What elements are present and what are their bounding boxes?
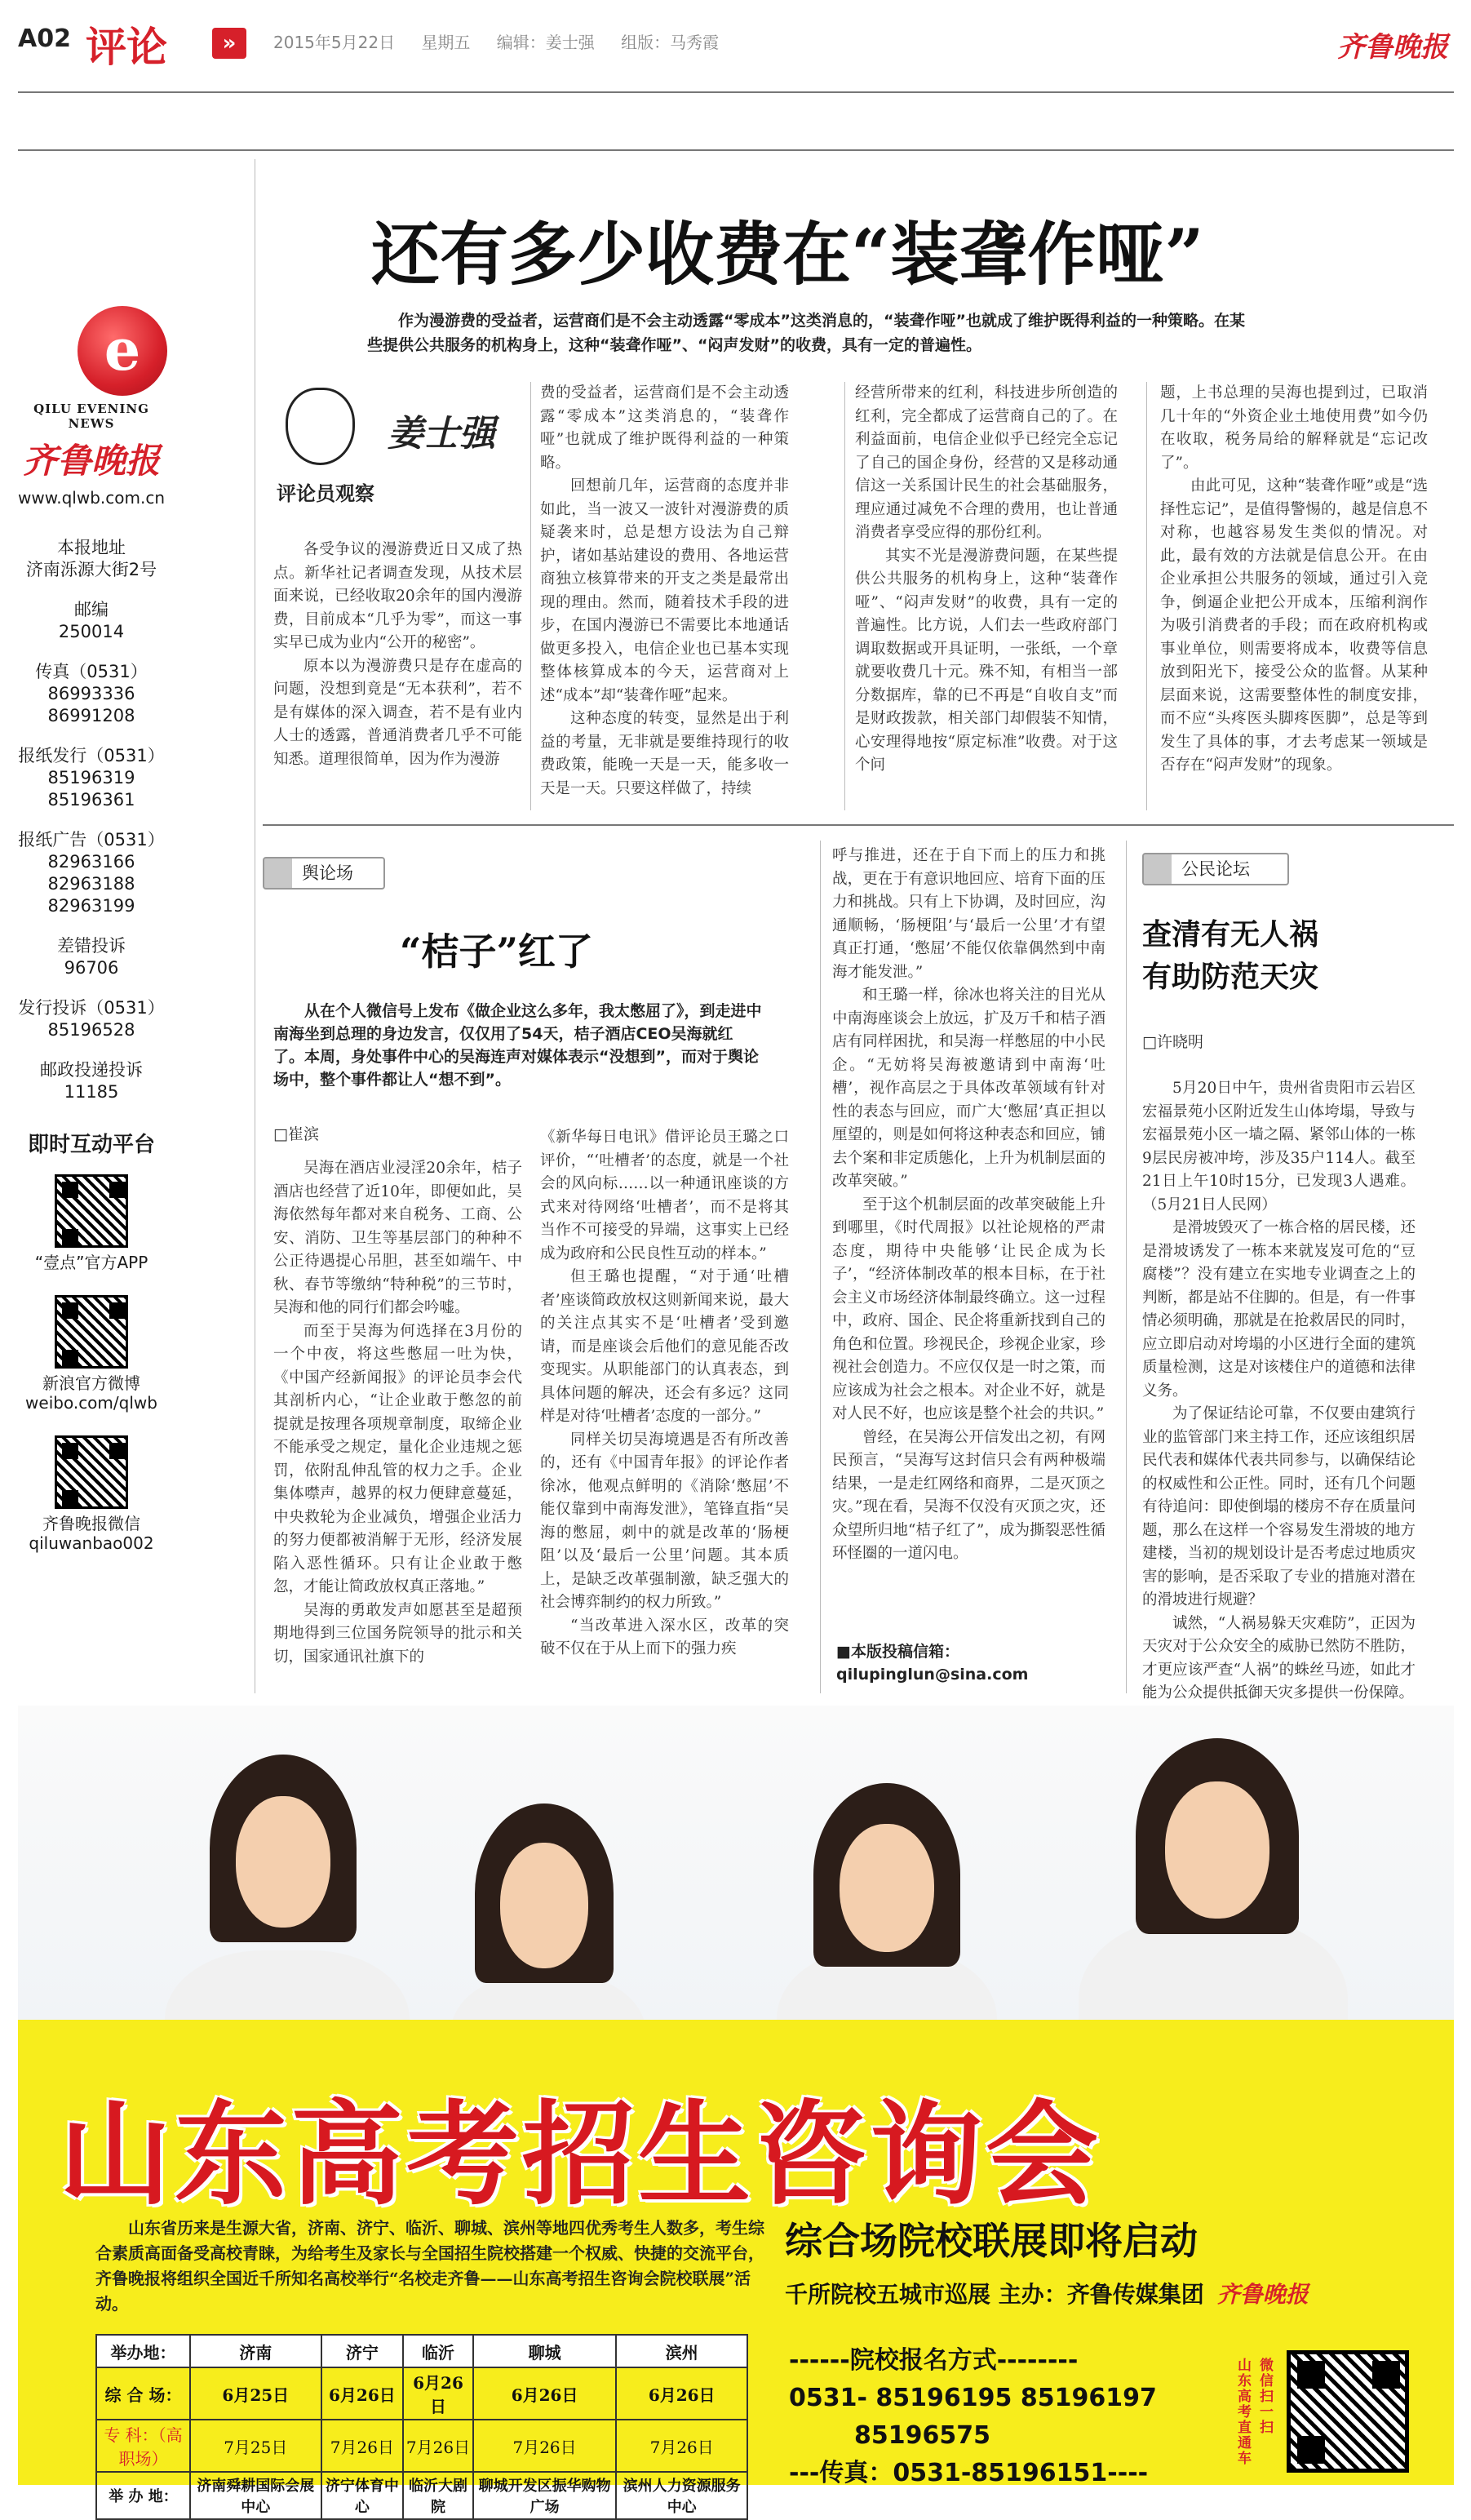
- registration-info: [789, 2342, 1157, 2492]
- header-meta: [273, 29, 740, 53]
- distribution-numbers: 85196319 85196361: [47, 768, 135, 810]
- advertising-label: 报纸广告（0531）: [18, 830, 165, 850]
- column-divider: [1126, 841, 1127, 1693]
- table-cell: 临沂大剧院: [403, 2472, 473, 2519]
- right-byline: □许晓明: [1142, 1033, 1203, 1051]
- table-cell: 7月25日: [190, 2420, 321, 2472]
- student-photo: [210, 1755, 357, 1942]
- table-header: 聊城: [473, 2335, 617, 2367]
- logo-chinese: 齐鲁晚报: [22, 441, 160, 481]
- table-cell: 济南舜耕国际会展中心: [190, 2472, 321, 2519]
- complaint-label: 差错投诉: [57, 936, 126, 956]
- paragraph: 是滑坡毁灭了一栋合格的居民楼，还是滑坡诱发了一栋本来就岌岌可危的“豆腐楼”？没有建立在实地专业调查之上的判断，都是站不住脚的。但是，有一件事情必须明确，那就是在抢救居民的同时，应立即启动对垮塌的小区进行全面的建筑质量检测，这是对该楼住户的道德和法律义务。: [1142, 1219, 1416, 1400]
- column-label: 评论员观察: [277, 482, 374, 505]
- student-photo: [1136, 1738, 1299, 1934]
- submission-email: [836, 1640, 1028, 1686]
- vertical-label: 微信扫一扫: [1260, 2358, 1274, 2436]
- paragraph: 经营所带来的红利，科技进步所创造的红利，完全都成了运营商自己的了。在利益面前，电信企业似乎已经完全忘记了自己的国企身份，经营的又是移动通信这一关系国计民生的社会基础服务，理应通过减免不合理的费用，也让普通消费者享受应得的那份红利。: [855, 384, 1118, 541]
- paragraph: “当改革进入深水区，改革的突破不仅在于从上而下的强力疾: [540, 1617, 789, 1657]
- paragraph: 回想前几年，运营商的态度并非如此，当一波又一波针对漫游费的质疑袭来时，总是想方设法为自己辩护，诸如基站建设的费用、各地运营商独立核算带来的开支之类是最常出现的理由。然而，随着技术手段的进步，在国内漫游已不需要比本地通话做更多投入，电信企业也已基本实现整体核算成本的今天，运营商对上述“成本”却“装聋作哑”起来。: [540, 477, 789, 704]
- column-divider: [1146, 382, 1147, 810]
- table-header: 滨州: [616, 2335, 747, 2367]
- tag-opinion-field: 舆论场: [263, 857, 385, 890]
- main-column-2: [540, 382, 789, 812]
- table-cell: 7月26日: [616, 2420, 747, 2472]
- masthead-sidebar: [18, 400, 165, 1576]
- table-cell: 6月26日: [616, 2367, 747, 2420]
- newspaper-logo-icon: e: [78, 306, 167, 396]
- address-label: 本报地址: [57, 538, 126, 557]
- mid-column-3: [832, 845, 1105, 1636]
- main-lead: 作为漫游费的受益者，运营商们是不会主动透露“零成本”这类消息的，“装聋作哑”也就成了维护既得利益的一种策略。在某些提供公共服务的机构身上，这种“装聋作哑”、“闷声发财”的收费，具有一定的普遍性。: [367, 312, 1245, 354]
- advertising-numbers: 82963166 82963188: [47, 852, 135, 894]
- table-cell: 滨州人力资源服务中心: [616, 2472, 747, 2519]
- registration-fax: ---传真：0531-85196151----: [789, 2459, 1149, 2487]
- mid-column-1: [273, 1157, 522, 1688]
- paragraph: 但王璐也提醒，“对于通‘吐槽者’座谈简政放权这则新闻来说，最大的关注点其实不是‘吐槽者’受到邀请，而是座谈会后他们的意见能否改变现实。从职能部门的认真表态，到具体问题的解决，还会有多远？这同样是对待‘吐槽者’态度的一部分。”: [540, 1268, 789, 1425]
- main-column-4: [1160, 382, 1428, 812]
- student-photo: [813, 1783, 960, 1967]
- ad-headline: 综合场院校联展即将启动: [785, 2219, 1198, 2263]
- mid-column-2: [540, 1126, 789, 1688]
- row-label: 举 办 地：: [96, 2472, 190, 2519]
- complaint-number: 96706: [64, 958, 119, 978]
- registration-phones: 0531- 85196195 85196197: [789, 2384, 1157, 2412]
- table-cell: 6月26日: [403, 2367, 473, 2420]
- advertising-numbers: 82963199: [47, 896, 135, 916]
- header-divider: [18, 91, 1454, 93]
- column-divider: [820, 841, 821, 1693]
- paragraph: 呼与推进，还在于自下而上的压力和挑战，更在于有意识地回应、培育下面的压力和挑战。只有上下协调，及时回应，沟通顺畅，‘肠梗阻’与‘最后一公里’才有望真正打通，‘憋屈’不能仅依靠偶然到中南海才能发泄。”: [832, 847, 1105, 981]
- paragraph: 而至于吴海为何选择在3月份的一个中夜，将这些憋屈一吐为快，《中国产经新闻报》的评论员李会代其剖析内心，“让企业敢于憋忽的前提就是按理各项规章制度，取缔企业不能承受之规定，量化企业违规之惩罚，依附乱伸乱管的权力之手。企业集体噤声，越界的权力便肆意蔓延，中央救轮为企业减负，增强企业活力的努力便都被消解于无形，经济发展陷入恶性循环。只有让企业敢于憋忽，才能让简政放权真正落地。”: [273, 1322, 522, 1595]
- table-cell: 聊城开发区振华购物广场: [473, 2472, 617, 2519]
- issue-date: 2015年5月22日: [273, 33, 396, 52]
- right-headline: [1142, 914, 1318, 999]
- double-chevron-icon: »: [212, 28, 246, 59]
- schedule-table: [95, 2334, 748, 2520]
- qr-code-icon[interactable]: [55, 1174, 128, 1248]
- table-header: 临沂: [403, 2335, 473, 2367]
- paragraph: 其实不光是漫游费问题，在某些提供公共服务的机构身上，这种“装聋作哑”、“闷声发财”的收费，具有一定的普遍性。比方说，人们去一些政府部门调取数据或开具证明，一张纸，一个章就要收费几十元。殊不知，有相当一部分数据库，靠的已不再是“自收自支”而是财政拨款，相关部门却假装不知情，心安理得地按“原定标准”收费。对于这个问: [855, 547, 1118, 774]
- table-cell: 7月26日: [403, 2420, 473, 2472]
- row-label: 专 科：（高职场）: [96, 2420, 190, 2472]
- table-cell: 6月26日: [473, 2367, 617, 2420]
- email-label: ■本版投稿信箱：: [836, 1643, 959, 1661]
- main-column-1: [273, 539, 522, 812]
- columnist-portrait: [273, 379, 502, 510]
- table-cell: 7月26日: [321, 2420, 404, 2472]
- right-headline-line1: 查清有无人祸: [1142, 918, 1319, 952]
- qr-caption-app: “壹点”官方APP: [34, 1253, 148, 1272]
- registration-phone: 85196575: [854, 2421, 990, 2450]
- table-header: 举办地：: [96, 2335, 190, 2367]
- paragraph: 《新华每日电讯》借评论员王璐之口评价，“‘吐槽者’的态度，就是一个社会的风向标……以一种通讯座谈的方式来对待网络‘吐槽者’，而不是将其当作不可接受的异端，这事实上已经成为政府和公民良性互动的样本。”: [540, 1129, 789, 1262]
- postcode-label: 邮编: [74, 600, 109, 619]
- fax-label: 传真（0531）: [35, 662, 148, 681]
- qr-caption-wechat-id: qiluwanbao002: [29, 1533, 154, 1553]
- delivery-complaint-label: 发行投诉（0531）: [18, 998, 165, 1018]
- website-url[interactable]: www.qlwb.com.cn: [18, 488, 165, 508]
- paragraph: 原本以为漫游费只是存在虚高的问题，没想到竟是“无本获利”，若不是有媒体的深入调查，若不是有业内人士的透露，普通消费者几乎不可能知悉。道理很简单，因为作为漫游: [273, 657, 522, 768]
- ad-title: 山东高考招生咨询会: [59, 2089, 1102, 2221]
- paragraph: 同样关切吴海境遇是否有所改善的，还有《中国青年报》的评论作者徐冰，他观点鲜明的《消除‘憋屈’不能仅靠到中南海发泄》，笔锋直指“吴海的憋屈，刺中的就是改革的‘肠梗阻’以及‘最后一公里’问题。其本质上，是缺乏改革强制激，缺乏强大的社会博弈制约的权力所致。”: [540, 1431, 789, 1611]
- paragraph: 这种态度的转变，显然是出于利益的考量，无非就是要维持现行的收费政策，能晚一天是一天，能多收一天是一天。只要这样做了，持续: [540, 710, 789, 797]
- postal-complaint-number: 11185: [64, 1082, 119, 1102]
- table-header-row: [96, 2335, 747, 2367]
- mid-lead: 从在个人微信号上发布《做企业这么多年，我太憋屈了》，到走进中南海坐到总理的身边发言，仅仅用了54天，桔子酒店CEO吴海就红了。本周，身处事件中心的吴海连声对媒体表示“没想到”，而对于舆论场中，整个事件都让人“想不到”。: [273, 1002, 762, 1089]
- right-headline-line2: 有助防范天灾: [1142, 961, 1319, 994]
- section-divider: [263, 824, 1454, 826]
- qr-caption-wechat: 齐鲁晚报微信: [42, 1514, 140, 1533]
- table-cell: 7月26日: [473, 2420, 617, 2472]
- ad-description: 山东省历来是生源大省，济南、济宁、临沂、聊城、滨州等地四优秀考生人数多，考生综合素质高面备受高校青睐，为给考生及家长与全国招生院校搭建一个权威、快捷的交流平台，齐鲁晚报将组织全国近千所知名高校举行“名校走齐鲁——山东高考招生咨询会院校联展”活动。: [95, 2218, 764, 2314]
- paragraph: 题，上书总理的吴海也提到过，已取消几十年的“外资企业土地使用费”如今仍在收取，税务局给的解释就是“忘记改了”。: [1160, 384, 1428, 472]
- section-title: 评论: [86, 24, 167, 71]
- issue-weekday: 星期五: [421, 33, 471, 52]
- registration-title: ------院校报名方式--------: [789, 2346, 1079, 2375]
- table-header: 济宁: [321, 2335, 404, 2367]
- postcode: 250014: [58, 622, 125, 641]
- mid-byline: □崔滨: [273, 1125, 319, 1143]
- qr-code-icon[interactable]: [55, 1435, 128, 1509]
- postal-complaint-label: 邮政投递投诉: [40, 1060, 143, 1080]
- brand-logo: 齐鲁晚报: [1337, 31, 1448, 64]
- ad-sub-text: 千所院校五城市巡展 主办：齐鲁传媒集团: [785, 2281, 1204, 2308]
- qr-caption-weibo-url: weibo.com/qlwb: [25, 1393, 157, 1413]
- main-column-3: [855, 382, 1118, 812]
- fax-numbers: 86993336 86991208: [47, 684, 135, 725]
- qr-code-icon[interactable]: [55, 1295, 128, 1369]
- column-divider: [530, 382, 531, 810]
- table-cell: 6月26日: [321, 2367, 404, 2420]
- table-row: [96, 2367, 747, 2420]
- paragraph: 由此可见，这种“装聋作哑”或是“选择性忘记”，是值得警惕的，越是信息不对称，也越容易发生类似的情况。对此，最有效的方法就是信息公开。在由企业承担公共服务的领域，通过引入竞争，倒逼企业把公开成本，压缩利润作为吸引消费者的手段；而在政府机构或事业单位，则需要将成本，收费等信息放到阳光下，接受公众的监督。从某种层面来说，这需要整体性的制度安排，而不应“头疼医头脚疼医脚”，总是等到发生了具体的事，才去考虑某一领域是否存在“闷声发财”的现象。: [1160, 477, 1428, 774]
- right-column: [1142, 1077, 1416, 1701]
- qr-caption-weibo: 新浪官方微博: [42, 1373, 140, 1393]
- page-header: [0, 0, 1471, 88]
- column-divider: [844, 382, 845, 810]
- paragraph: 曾经，在吴海公开信发出之初，有网民预言，“吴海写这封信只会有两种极端结果，一是走红网络和商界，二是灭顶之灾。”现在看，吴海不仅没有灭顶之灾，还众望所归地“桔子红了”，成为撕裂恶性循环怪圈的一道闪电。: [832, 1428, 1105, 1562]
- email-address[interactable]: qilupinglun@sina.com: [836, 1666, 1029, 1684]
- paragraph: 吴海在酒店业浸淫20余年，桔子酒店也经营了近10年，即便如此，吴海依然每年都对来自税务、工商、公安、消防、卫生等基层部门的种种不公正待遇提心吊胆，甚至如端午、中秋、春节等缴纳“特种税”的三节时，吴海和他的同行们都会吟嘘。: [273, 1160, 522, 1316]
- table-cell: 济宁体育中心: [321, 2472, 404, 2519]
- interact-platform-title: 即时互动平台: [27, 1133, 155, 1157]
- table-row: [96, 2420, 747, 2472]
- mid-headline: “桔子”红了: [400, 929, 593, 974]
- ad-brand: 齐鲁晚报: [1216, 2281, 1309, 2308]
- qr-code-icon[interactable]: [1287, 2350, 1409, 2473]
- main-headline: 还有多少收费在“装聋作哑”: [371, 214, 1204, 295]
- student-photo: [475, 1803, 614, 1983]
- paragraph: 为了保证结论可靠，不仅要由建筑行业的监管部门来主持工作，还应该组织居民代表和媒体代表共同参与，以确保结论的权威性和公正性。同时，还有几个问题有待追问：即使倒塌的楼房不存在质量问题，那么在这样一个容易发生滑坡的地方建楼，当初的规划设计是否考虑过地质灾害的影响，是否采取了专业的措施对潜在的滑坡进行规避？: [1142, 1405, 1416, 1608]
- table-cell: 6月25日: [190, 2367, 321, 2420]
- logo-english: QILU EVENING NEWS: [33, 402, 149, 431]
- editor: 编辑：姜士强: [496, 33, 595, 52]
- address: 济南泺源大街2号: [25, 560, 157, 579]
- paragraph: 吴海的勇敢发声如愿甚至是超预期地得到三位国务院领导的批示和关切，国家通讯社旗下的: [273, 1601, 522, 1666]
- paragraph: 5月20日中午，贵州省贵阳市云岩区宏福景苑小区附近发生山体垮塌，导致与宏福景苑小区一墙之隔、紧邻山体的一栋9层民房被冲垮，涉及35户114人。截至21日上午10时15分，已发现3人遇难。（5月21日人民网）: [1142, 1080, 1416, 1213]
- ad-subheadline: [785, 2277, 1309, 2309]
- table-row: [96, 2472, 747, 2519]
- delivery-complaint-number: 85196528: [47, 1020, 135, 1040]
- paragraph: 诚然，“人祸易躲天灾难防”，正因为天灾对于公众安全的威胁已然防不胜防，才更应该严查“人祸”的蛛丝马迹，如此才能为公众提供抵御天灾多提供一份保障。: [1142, 1614, 1416, 1701]
- page-number: A02: [18, 24, 71, 53]
- tag-citizen-forum: 公民论坛: [1142, 853, 1289, 885]
- top-divider: [18, 149, 1454, 151]
- vertical-label: 山东高考直通车: [1238, 2358, 1252, 2467]
- advertisement: [18, 1706, 1454, 2516]
- paragraph: 费的受益者，运营商们是不会主动透露“零成本”这类消息的，“装聋作哑”也就成了维护既得利益的一种策略。: [540, 384, 789, 472]
- designer: 组版：马秀霞: [621, 33, 720, 52]
- portrait-sketch-icon: [286, 388, 355, 465]
- row-label: 综 合 场：: [96, 2367, 190, 2420]
- paragraph: 至于这个机制层面的改革突破能上升到哪里，《时代周报》以社论规格的严肃态度，期待中央能够‘让民企成为长子’，“经济体制改革的根本目标，在于社会主义市场经济体制最终确立。这一过程中，政府、国企、民企将重新找到自己的角色和位置。珍视民企，珍视企业家，珍视社会创造力。不应仅仅是一时之策，而应该成为社会之根本。对企业不好，就是对人民不好，也应该是整个社会的共识。”: [832, 1196, 1105, 1422]
- distribution-label: 报纸发行（0531）: [18, 746, 165, 765]
- table-header: 济南: [190, 2335, 321, 2367]
- paragraph: 和王璐一样，徐冰也将关注的目光从中南海座谈会上放远，扩及万千和桔子酒店有同样困扰，和吴海一样憋屈的中小民企。“无妨将吴海被邀请到中南海‘吐槽’，视作高层之于具体改革领域有针对性的表态与回应，而广大‘憋屈’真正担以厘望的，则是如何将这种表态和回应，铺去个案和非定质態化，上升为机制层面的改革突破。”: [832, 987, 1105, 1190]
- columnist-signature: 姜士强: [388, 413, 495, 455]
- paragraph: 各受争议的漫游费近日又成了热点。新华社记者调查发现，从技术层面来说，已经收取20余年的国内漫游费，目前成本“几乎为零”，而这一事实早已成为业内“公开的秘密”。: [273, 541, 522, 651]
